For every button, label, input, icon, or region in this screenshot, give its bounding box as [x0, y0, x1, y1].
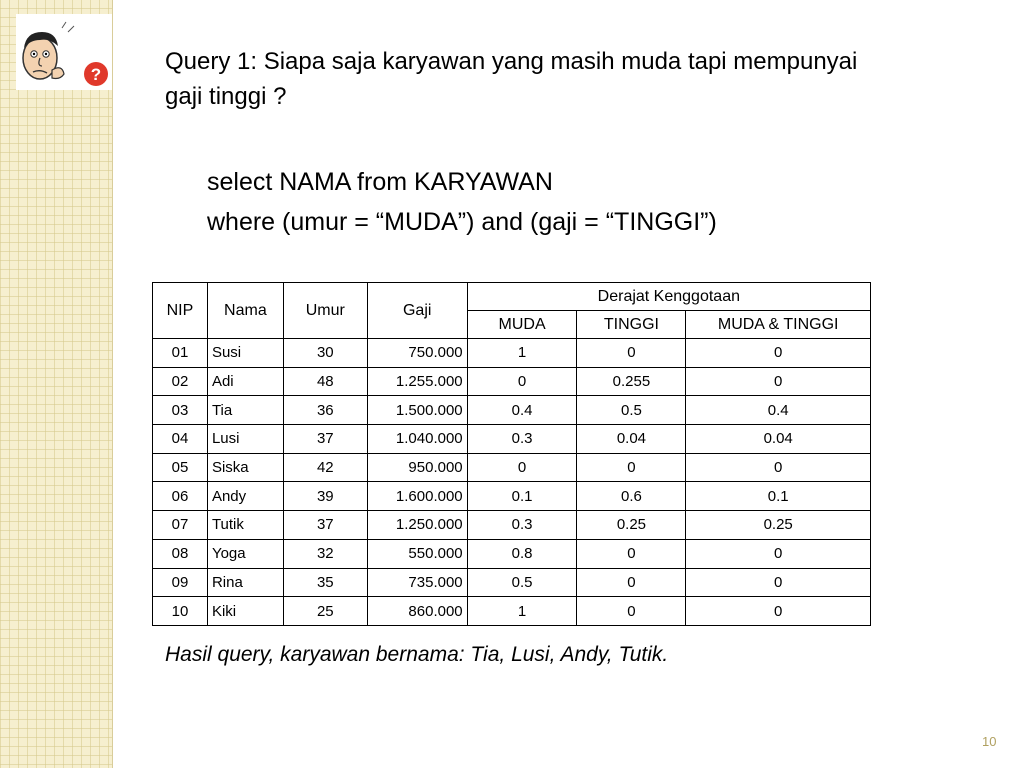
cell-gaji: 1.600.000	[367, 482, 467, 511]
cell-nip: 06	[153, 482, 208, 511]
cell-tinggi: 0	[577, 339, 686, 368]
cell-muda: 0.3	[467, 425, 577, 454]
cell-tinggi: 0.5	[577, 396, 686, 425]
cell-nip: 01	[153, 339, 208, 368]
cell-gaji: 750.000	[367, 339, 467, 368]
cell-umur: 37	[283, 511, 367, 540]
membership-table	[152, 282, 871, 626]
header-muda-tinggi: MUDA & TINGGI	[686, 311, 871, 339]
cell-nama: Siska	[207, 453, 283, 482]
header-muda: MUDA	[467, 311, 577, 339]
cell-nip: 03	[153, 396, 208, 425]
confused-man-logo	[16, 14, 112, 90]
table-row	[153, 425, 871, 454]
cell-tinggi: 0	[577, 597, 686, 626]
cell-muda-tinggi: 0	[686, 539, 871, 568]
cell-muda-tinggi: 0.4	[686, 396, 871, 425]
cell-umur: 36	[283, 396, 367, 425]
cell-muda-tinggi: 0.1	[686, 482, 871, 511]
cell-gaji: 1.040.000	[367, 425, 467, 454]
cell-nip: 04	[153, 425, 208, 454]
table-row	[153, 453, 871, 482]
table-row	[153, 568, 871, 597]
cell-muda-tinggi: 0	[686, 597, 871, 626]
cell-muda-tinggi: 0	[686, 339, 871, 368]
cell-nama: Rina	[207, 568, 283, 597]
cell-nip: 05	[153, 453, 208, 482]
cell-umur: 48	[283, 367, 367, 396]
cell-nip: 09	[153, 568, 208, 597]
cell-nama: Adi	[207, 367, 283, 396]
header-nip: NIP	[153, 283, 208, 339]
table-row	[153, 482, 871, 511]
cell-muda: 0.3	[467, 511, 577, 540]
cell-gaji: 860.000	[367, 597, 467, 626]
cell-muda: 0.8	[467, 539, 577, 568]
cell-umur: 35	[283, 568, 367, 597]
cell-muda-tinggi: 0	[686, 367, 871, 396]
cell-nip: 02	[153, 367, 208, 396]
cell-nama: Susi	[207, 339, 283, 368]
cell-nama: Andy	[207, 482, 283, 511]
cell-tinggi: 0.25	[577, 511, 686, 540]
page-number: 10	[982, 734, 997, 749]
cell-nip: 10	[153, 597, 208, 626]
cell-umur: 39	[283, 482, 367, 511]
table-row	[153, 511, 871, 540]
query-result: Hasil query, karyawan bernama: Tia, Lusi, Andy, Tutik.	[165, 643, 669, 666]
cell-nama: Tutik	[207, 511, 283, 540]
cell-tinggi: 0	[577, 568, 686, 597]
cell-umur: 30	[283, 339, 367, 368]
cell-nama: Kiki	[207, 597, 283, 626]
query-question: Query 1: Siapa saja karyawan yang masih muda tapi mempunyai gaji tinggi ?	[165, 48, 858, 110]
cell-tinggi: 0.6	[577, 482, 686, 511]
decorative-side-strip	[0, 0, 113, 768]
cell-gaji: 550.000	[367, 539, 467, 568]
table-row	[153, 396, 871, 425]
cell-tinggi: 0	[577, 453, 686, 482]
cell-gaji: 950.000	[367, 453, 467, 482]
cell-umur: 32	[283, 539, 367, 568]
cell-tinggi: 0	[577, 539, 686, 568]
cell-gaji: 1.500.000	[367, 396, 467, 425]
cell-muda-tinggi: 0	[686, 453, 871, 482]
cell-muda: 1	[467, 597, 577, 626]
header-tinggi: TINGGI	[577, 311, 686, 339]
header-derajat-kenggotaan: Derajat Kenggotaan	[467, 283, 870, 311]
svg-text:?: ?	[90, 65, 102, 84]
cell-gaji: 735.000	[367, 568, 467, 597]
cell-umur: 42	[283, 453, 367, 482]
cell-nip: 07	[153, 511, 208, 540]
cell-muda: 0.5	[467, 568, 577, 597]
cell-muda: 0.4	[467, 396, 577, 425]
header-umur: Umur	[283, 283, 367, 339]
table-row	[153, 367, 871, 396]
table-row	[153, 597, 871, 626]
header-nama: Nama	[207, 283, 283, 339]
cell-muda: 0.1	[467, 482, 577, 511]
cell-nama: Lusi	[207, 425, 283, 454]
confused-man-icon	[16, 14, 112, 90]
cell-muda: 0	[467, 367, 577, 396]
cell-umur: 37	[283, 425, 367, 454]
header-gaji: Gaji	[367, 283, 467, 339]
cell-muda-tinggi: 0.25	[686, 511, 871, 540]
cell-umur: 25	[283, 597, 367, 626]
cell-muda: 1	[467, 339, 577, 368]
table-row	[153, 339, 871, 368]
cell-gaji: 1.250.000	[367, 511, 467, 540]
cell-tinggi: 0.04	[577, 425, 686, 454]
table-row	[153, 539, 871, 568]
cell-tinggi: 0.255	[577, 367, 686, 396]
sql-query-block	[207, 162, 907, 242]
cell-nama: Yoga	[207, 539, 283, 568]
sql-select-line: select NAMA from KARYAWAN	[207, 168, 553, 196]
cell-nama: Tia	[207, 396, 283, 425]
cell-nip: 08	[153, 539, 208, 568]
table-body	[153, 339, 871, 626]
cell-muda-tinggi: 0	[686, 568, 871, 597]
cell-muda-tinggi: 0.04	[686, 425, 871, 454]
cell-muda: 0	[467, 453, 577, 482]
cell-gaji: 1.255.000	[367, 367, 467, 396]
sql-where-line: where (umur = “MUDA”) and (gaji = “TINGGI”)	[207, 208, 717, 236]
